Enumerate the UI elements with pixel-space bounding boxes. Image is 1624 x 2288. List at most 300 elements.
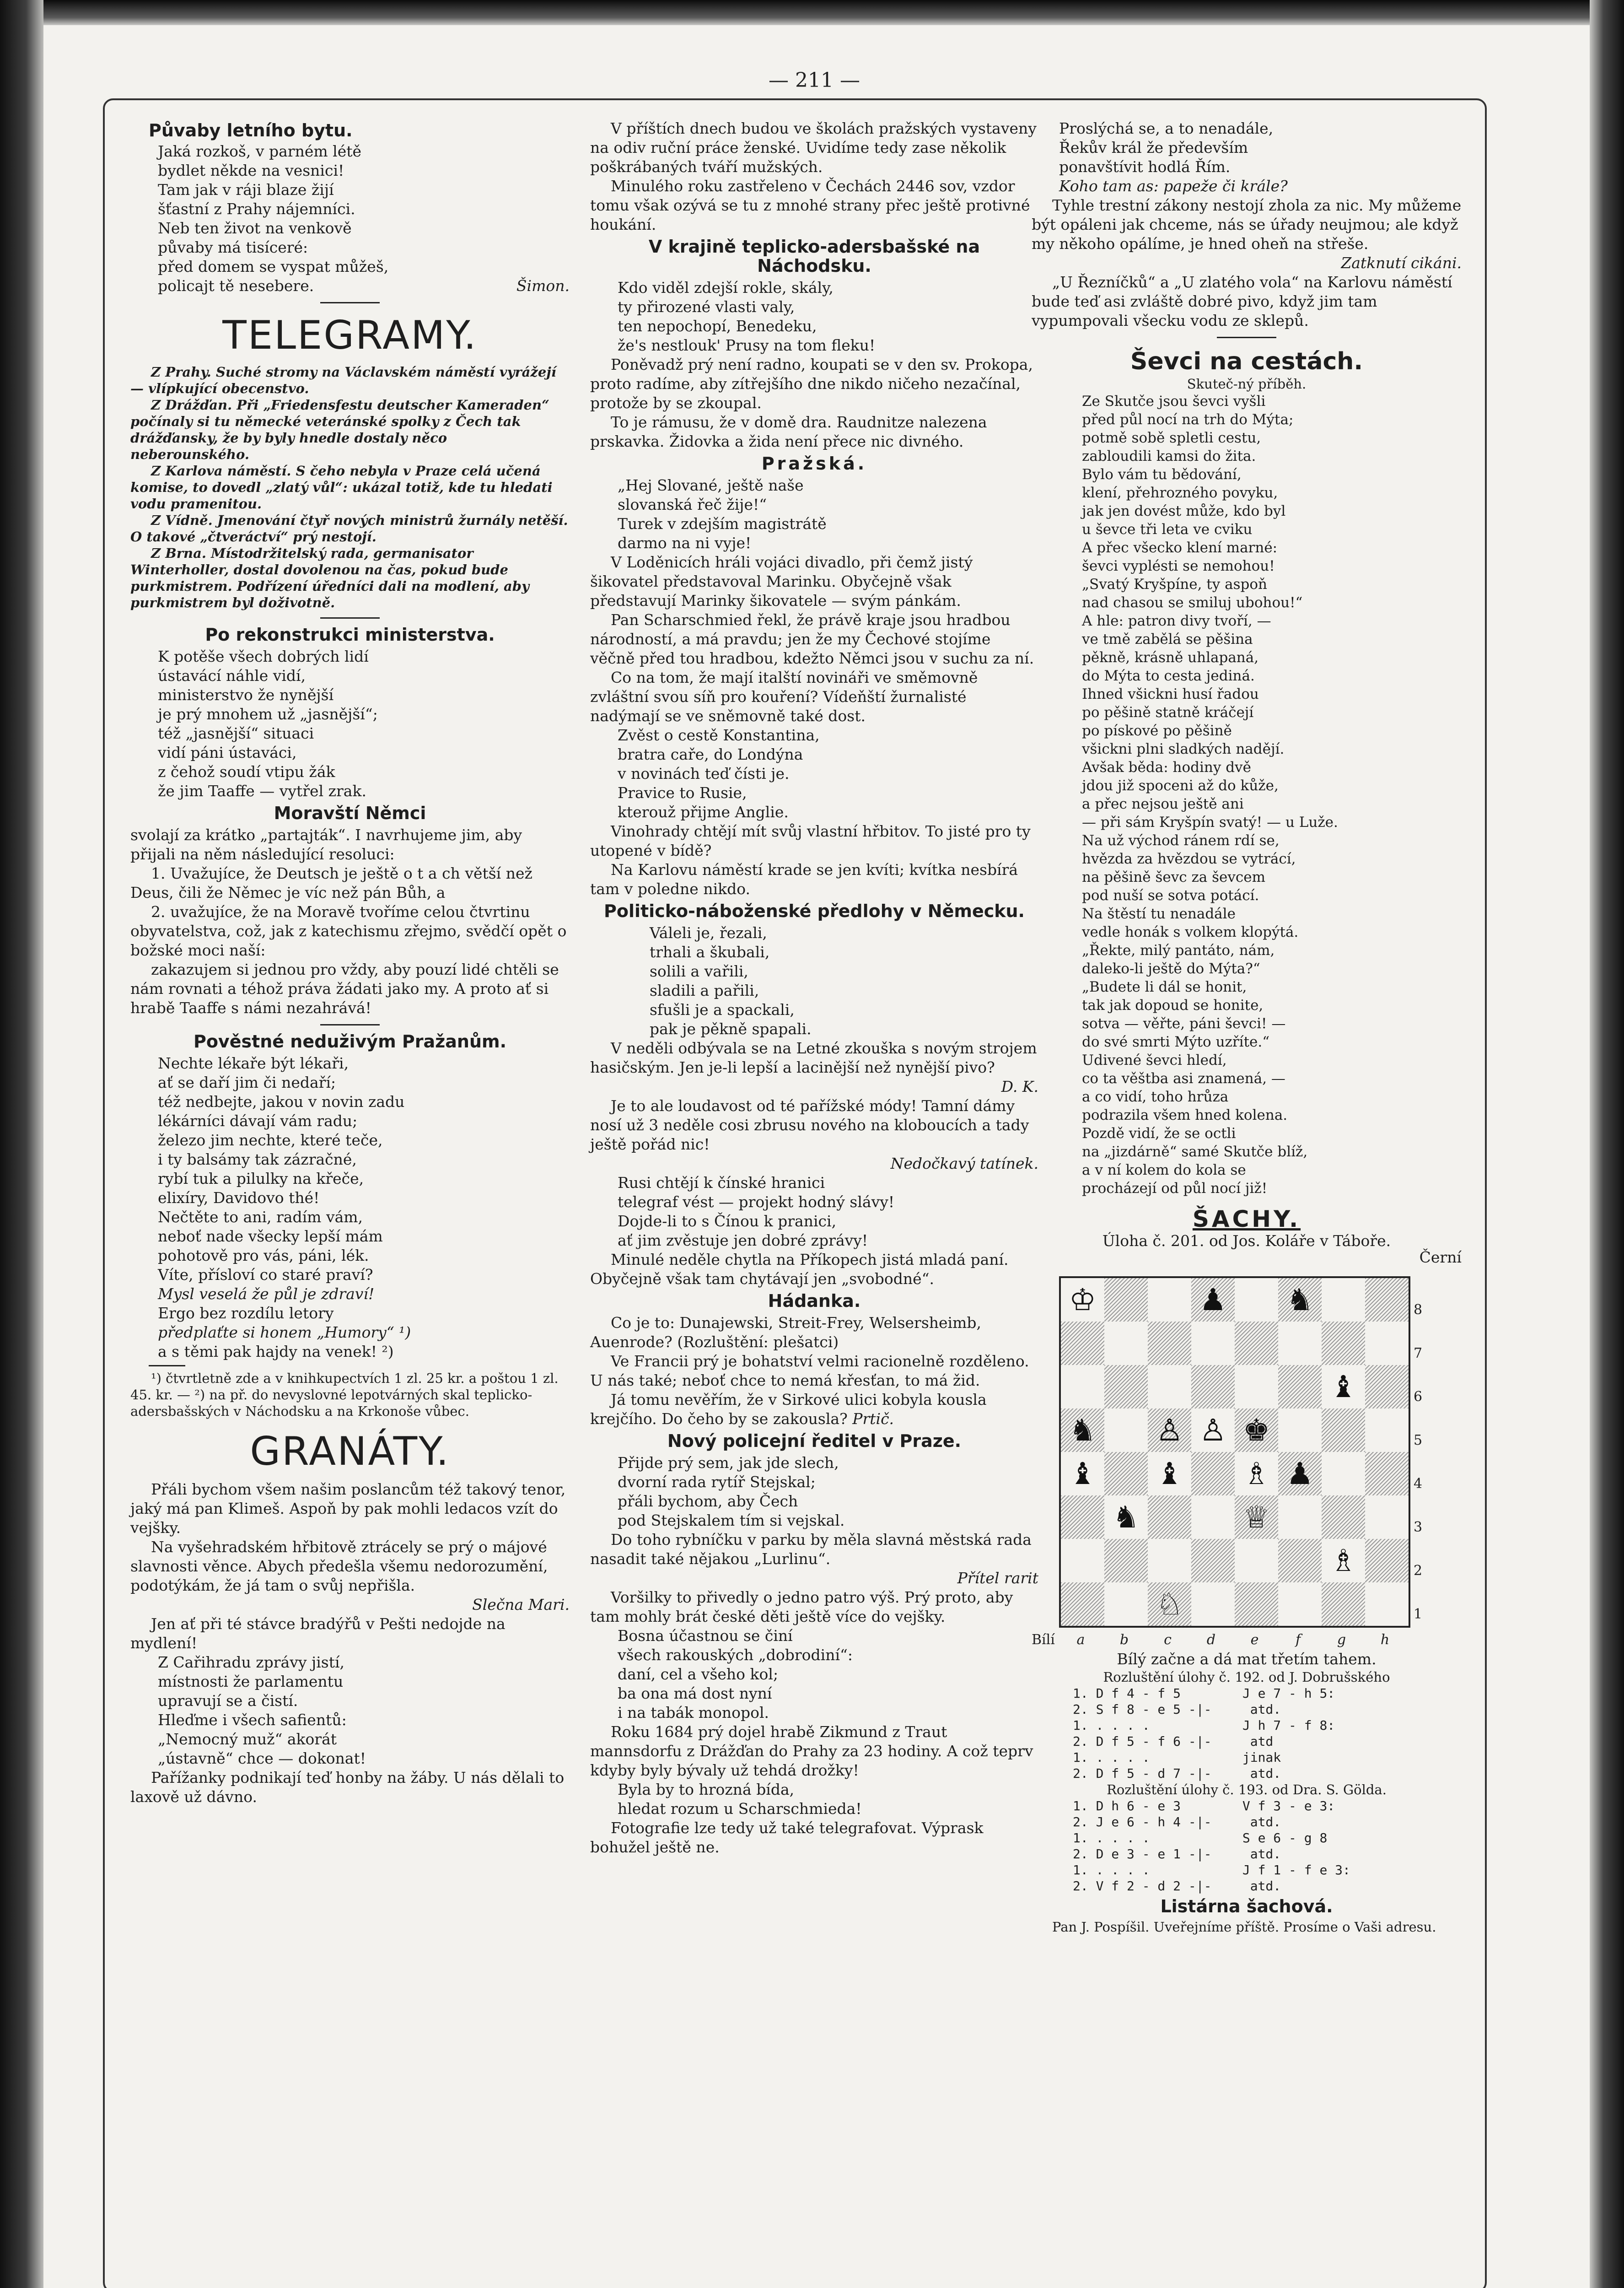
chess-task: Bílý začne a dá mat třetím tahem. <box>1117 1650 1377 1668</box>
poem-line: Jaká rozkoš, v parném létě <box>158 142 362 160</box>
solution-title: Rozluštění úlohy č. 192. od J. Dobrušského <box>1103 1669 1390 1685</box>
board-square-a2 <box>1061 1539 1104 1582</box>
rank-label: 1 <box>1414 1606 1423 1622</box>
poem-line: tak jak dopoud se honite, <box>1082 997 1264 1014</box>
poem-line: „Budete li dál se honit, <box>1082 979 1247 995</box>
poem-line <box>158 276 570 296</box>
chess-board <box>1059 1276 1410 1628</box>
poem-carihrad <box>130 1653 570 1768</box>
solution-move-line: 2. J e 6 - h 4 -|- atd. <box>1073 1814 1281 1829</box>
poem-line: telegraf vést — projekt hodný slávy! <box>618 1193 895 1211</box>
file-label: g <box>1337 1632 1346 1648</box>
poem-line: „Svatý Kryšpíne, ty aspoň <box>1082 576 1267 593</box>
poem-line: — při sám Kryšpín svatý! — u Luže. <box>1082 814 1338 831</box>
paragraph: 2. uvažujíce, že na Moravě tvoříme celou čtvrtinu obyvatelstva, což, jak z katechismu zřejmo, svědčí opět o božské moci naší: <box>130 903 567 959</box>
poem-line: hvězda za hvězdou se vytrácí, <box>1082 851 1296 867</box>
poem-line: lékárníci dávají vám radu; <box>158 1112 358 1130</box>
poem-line: šťastní z Prahy nájemníci. <box>158 200 355 218</box>
poem-line: Pravice to Rusie, <box>618 784 747 802</box>
section-title-policejni-reditel: Nový policejní ředitel v Praze. <box>667 1431 962 1451</box>
board-square-f4 <box>1278 1452 1322 1495</box>
poem-line: sfušli je a spackali, <box>650 1001 795 1019</box>
board-square-h8 <box>1365 1278 1409 1322</box>
poem-line: do své smrti Mýto uzříte.“ <box>1082 1034 1270 1050</box>
section-title-hadanka: Hádanka. <box>768 1291 861 1311</box>
poem-line: Zvěst o cestě Konstantina, <box>618 726 820 744</box>
paragraph: Do toho rybníčku v parku by měla slavná městská rada nasadit také nějakou „Lurlinu“. <box>590 1531 1032 1568</box>
poem-line: vedle honák s volkem klopýtá. <box>1082 924 1299 940</box>
file-labels <box>1059 1630 1407 1650</box>
poem-line: sotva — věřte, páni ševci! — <box>1082 1015 1286 1032</box>
solution-move-line: 2. D f 5 - f 6 -|- atd <box>1073 1734 1274 1749</box>
poem-line: Ergo bez rozdílu letory <box>158 1304 334 1322</box>
poem-ministerstvo <box>130 647 570 801</box>
poem-line: „Hej Slované, ještě naše <box>618 476 804 494</box>
telegram-item: Z Karlova náměstí. S čeho nebyla v Praze celá učená komise, to dovedl „zlatý vůl“: ukázal totiž, kde tu hledati vodu pramenitou. <box>130 463 553 512</box>
signature: Nedočkavý tatínek. <box>890 1155 1038 1172</box>
poem-line: z čehož soudí vtipu žák <box>158 763 335 781</box>
poem-line: Neb ten život na venkově <box>158 219 352 237</box>
poem-line: ve tmě zabělá se pěšina <box>1082 631 1253 648</box>
signature: Zatknutí cikáni. <box>1341 254 1462 272</box>
board-square-g1 <box>1322 1582 1365 1626</box>
solution-move-line: 1. . . . . S e 6 - g 8 <box>1073 1830 1328 1846</box>
scan-border-right <box>1590 0 1624 2288</box>
footnote-rule <box>149 1365 185 1366</box>
poem-line: kterouž přijme Anglie. <box>618 803 789 821</box>
board-square-h4 <box>1365 1452 1409 1495</box>
poem-line: ševci vyplésti se nemohou! <box>1082 558 1275 574</box>
footnote: ¹) čtvrtletně zde a v knihkupectvích 1 zl. 25 kr. a poštou 1 zl. 45. kr. — ²) na př. do nevyslovné lepotvárných skal teplicko-adersbašských v Náchodsku a na Krkonoše vůbec. <box>130 1371 559 1419</box>
board-square-c3 <box>1148 1495 1191 1539</box>
section-title-letni-byt: Půvaby letního bytu. <box>149 120 353 140</box>
board-square-f5 <box>1278 1408 1322 1452</box>
solution-moves <box>1032 1685 1462 1781</box>
poem-line: ústavácí náhle vidí, <box>158 667 306 685</box>
poem-line: Hleďme i všech safientů: <box>158 1711 347 1729</box>
poem-line: pod Stejskalem tím si vejskal. <box>618 1511 845 1529</box>
poem-recky-kral <box>1032 119 1462 196</box>
poem-line: Tam jak v ráji blaze žijí <box>158 181 334 199</box>
paragraph: Ve Francii prý je bohatství velmi racionelně rozděleno. U nás také; neboť chce to nemá křesťan, to má žid. <box>590 1352 1029 1389</box>
board-square-g5 <box>1322 1408 1365 1452</box>
heading-sachy: ŠACHY. <box>1192 1206 1301 1232</box>
poem-line: slovanská řeč žije!“ <box>618 496 767 513</box>
section-title-nezduzivym: Pověstné neduživým Pražanům. <box>193 1031 507 1052</box>
poem-line: je prý mnohem už „jasnější“; <box>158 705 378 723</box>
board-square-c7 <box>1148 1322 1191 1365</box>
paragraph-text: Já tomu nevěřím, že v Sirkové ulici kobyla kousla krejčího. Do čeho by se zakousla? <box>590 1391 987 1428</box>
poem-line: procházejí od půl nocí již! <box>1082 1180 1268 1197</box>
board-square-f1 <box>1278 1582 1322 1626</box>
poem-stejskal <box>590 1453 1038 1530</box>
poem-line: neboť nade všecky lepší mám <box>158 1227 383 1245</box>
section-title-nachodsko: V krajině teplicko-adersbašské na Náchodsku. <box>648 237 980 276</box>
chess-piece-a8: ♔ <box>1069 1282 1097 1317</box>
paragraph: zakazujem si jednou pro vždy, aby pouzí lidé chtěli se nám rovnati a téhož práva žádati jako my. A proto ať si hrabě Taaffe s námi nezahrává! <box>130 961 559 1017</box>
heading-sevci-na-cestach: Ševci na cestách. <box>1130 348 1363 375</box>
author-signature: Šimon. <box>516 277 570 295</box>
board-square-a3 <box>1061 1495 1104 1539</box>
divider-rule <box>1217 337 1276 338</box>
poem-line: u ševce tři leta ve cviku <box>1082 521 1253 538</box>
poem-line: přáli bychom, aby Čech <box>618 1492 798 1510</box>
scan-border-left <box>0 0 43 2288</box>
poem-line: darmo na ni vyje! <box>618 534 752 552</box>
board-square-g2 <box>1322 1539 1365 1582</box>
column-middle <box>590 119 1038 1857</box>
poem-line: Nečtěte to ani, radím vám, <box>158 1208 363 1226</box>
paragraph: Minulé neděle chytla na Příkopech jistá mladá paní. Obyčejně však tam chytávají jen „svobodné“. <box>590 1251 1009 1288</box>
poem-line: ty přirozené vlasti valy, <box>618 298 795 316</box>
poem-sevci <box>1032 392 1462 1198</box>
poem-nachodsko <box>590 278 1038 355</box>
board-square-e4 <box>1235 1452 1278 1495</box>
poem-line: předplaťte si honem „Humory“ ¹) <box>158 1323 411 1341</box>
file-label: c <box>1164 1632 1172 1648</box>
signature: Prtič. <box>852 1410 894 1428</box>
poem-line: vidí páni ústaváci, <box>158 744 297 761</box>
board-square-b1 <box>1104 1582 1148 1626</box>
poem-line: Ihned všickni husí řadou <box>1082 686 1259 702</box>
poem-line: elixíry, Davidovo thé! <box>158 1189 320 1207</box>
paragraph: Pan Scharschmied řekl, že právě kraje jsou hradbou národností, a má pravdu; jen že my Čechové stojíme věčně před tou hradbou, kdežto Němci jsou v suchu za ní. <box>590 611 1034 667</box>
chess-piece-e3: ♕ <box>1242 1499 1270 1535</box>
poem-line: pěkně, krásně uhlapaná, <box>1082 649 1259 666</box>
poem-line: Turek v zdejším magistrátě <box>618 515 827 533</box>
board-square-a1 <box>1061 1582 1104 1626</box>
poem-line: Přijde prý sem, jak jde slech, <box>618 1454 839 1472</box>
poem-line: upravují se a čistí. <box>158 1692 298 1710</box>
poem-line: solili a vařili, <box>650 962 748 980</box>
poem-bosna <box>590 1626 1038 1722</box>
solution-move-line: 2. D f 5 - d 7 -|- atd. <box>1073 1766 1281 1781</box>
poem-line: sladili a pařili, <box>650 982 759 999</box>
poem-predlohy <box>590 923 1038 1039</box>
board-square-b8 <box>1104 1278 1148 1322</box>
file-label: e <box>1250 1632 1259 1648</box>
board-square-c4 <box>1148 1452 1191 1495</box>
poem-line: Bosna účastnou se činí <box>618 1627 793 1645</box>
board-square-b7 <box>1104 1322 1148 1365</box>
divider-rule <box>320 617 380 619</box>
file-label: d <box>1206 1632 1216 1648</box>
chess-piece-b3: ♞ <box>1112 1499 1140 1535</box>
solution-move-line: 1. . . . . J h 7 - f 8: <box>1073 1718 1335 1733</box>
board-square-e1 <box>1235 1582 1278 1626</box>
poem-line: všech rakouských „dobrodiní“: <box>618 1646 853 1664</box>
poem-line: podrazila všem hned kolena. <box>1082 1107 1288 1123</box>
chess-piece-e5: ♚ <box>1242 1412 1270 1448</box>
poem-line: bydlet někde na vesnici! <box>158 162 344 179</box>
chess-piece-c5: ♙ <box>1156 1412 1183 1448</box>
column-right <box>1032 119 1462 1935</box>
poem-line: Víte, přísloví co staré praví? <box>158 1266 373 1284</box>
chess-piece-d8: ♟ <box>1199 1282 1227 1317</box>
solution-title: Rozluštění úlohy č. 193. od Dra. S. Gölda. <box>1107 1782 1387 1797</box>
poem-line: v novinách teď čísti je. <box>618 765 790 782</box>
scan-border-top <box>0 0 1624 25</box>
board-square-h5 <box>1365 1408 1409 1452</box>
poem-line: Rusi chtějí k čínské hranici <box>618 1174 825 1192</box>
chess-piece-c4: ♝ <box>1156 1456 1183 1491</box>
board-square-d3 <box>1191 1495 1235 1539</box>
section-title-ministerstvo: Po rekonstrukci ministerstva. <box>205 625 495 645</box>
board-square-d7 <box>1191 1322 1235 1365</box>
article-moravsti-nemci <box>130 826 570 1018</box>
rank-label: 8 <box>1414 1302 1423 1318</box>
chess-piece-c1: ♘ <box>1156 1586 1183 1622</box>
board-square-g3 <box>1322 1495 1365 1539</box>
poem-line: ať se daří jim či nedaří; <box>158 1074 336 1091</box>
board-square-c6 <box>1148 1365 1191 1408</box>
chess-piece-a4: ♝ <box>1069 1456 1097 1491</box>
poem-line: „Řekte, milý pantáto, nám, <box>1082 942 1275 959</box>
paragraph: V neděli odbývala se na Letné zkouška s novým strojem hasičským. Jen je-li lepší a lacinější než nynější pivo? <box>590 1039 1037 1076</box>
board-square-b6 <box>1104 1365 1148 1408</box>
paragraph: Co na tom, že mají italští novináři ve směmovně zvláštní svou síň pro kouření? Vídeňští žurnalisté nadýmají se ve sněmovně také dost. <box>590 669 978 725</box>
poem-line: místnosti že parlamentu <box>158 1673 344 1690</box>
poem-line: též „jasnější“ situaci <box>158 724 314 742</box>
poem-line: Udivené ševci hledí, <box>1082 1052 1227 1068</box>
file-label-row <box>1032 1630 1462 1650</box>
section-title-predlohy: Politicko-náboženské předlohy v Německu. <box>604 901 1025 921</box>
paragraph: Vinohrady chtějí mít svůj vlastní hřbitov. To jisté pro ty utopené v bídě? <box>590 822 1031 859</box>
poem-line: a co vidí, toho hrůza <box>1082 1089 1229 1105</box>
paragraph: „U Řezníčků“ a „U zlatého vola“ na Karlovu náměstí bude teď asi zvláště dobré pivo, když jim tam vypumpovali všecku vodu ze sklepů. <box>1032 273 1452 329</box>
chess-piece-d5: ♙ <box>1199 1412 1227 1448</box>
signature: Slečna Mari. <box>472 1596 570 1613</box>
poem-scharschmied <box>590 1780 1038 1819</box>
poem-line: Na štěstí tu nenadále <box>1082 906 1236 922</box>
chess-piece-a5: ♞ <box>1069 1412 1097 1448</box>
solution-move-line: 2. D e 3 - e 1 -|- atd. <box>1073 1846 1281 1862</box>
paragraph: Pařížanky podnikají teď honby na žáby. U nás dělali to laxově už dávno. <box>130 1769 565 1806</box>
board-square-h6 <box>1365 1365 1409 1408</box>
poem-line: půvaby má tisíceré: <box>158 238 308 256</box>
paragraph: svolají za krátko „partajták“. I navrhujeme jim, aby přijali na něm následující resoluci: <box>130 826 522 863</box>
board-square-g8 <box>1322 1278 1365 1322</box>
column-left <box>130 119 570 1807</box>
board-square-g6 <box>1322 1365 1365 1408</box>
board-square-h2 <box>1365 1539 1409 1582</box>
poem-line: Bylo vám tu bědování, <box>1082 466 1242 483</box>
poem-line: ministerstvo že nynější <box>158 686 334 704</box>
poem-line: Koho tam as: papeže či krále? <box>1059 177 1288 195</box>
board-square-g7 <box>1322 1322 1365 1365</box>
poem-letni-byt <box>130 142 570 296</box>
poem-line: na pěšině ševc za ševcem <box>1082 869 1266 885</box>
paragraph: 1. Uvažujíce, že Deutsch je ještě o t a ch větší než Deus, čili že Němec je víc než pán Bůh, a <box>130 864 532 901</box>
poem-line: Pozdě vidí, že se octli <box>1082 1125 1236 1142</box>
poem-line: zabloudili kamsi do žita. <box>1082 448 1256 464</box>
poem-last-line: policajt tě nesebere. <box>158 277 314 295</box>
rank-label: 2 <box>1414 1563 1423 1579</box>
paragraph: Na Karlovu náměstí krade se jen kvíti; kvítka nesbírá tam v poledne nikdo. <box>590 861 1018 898</box>
board-square-d8 <box>1191 1278 1235 1322</box>
file-label: b <box>1119 1632 1129 1648</box>
poem-neduzivym <box>130 1054 570 1361</box>
board-square-f2 <box>1278 1539 1322 1582</box>
poem-line: Řekův král že především <box>1059 139 1248 156</box>
poem-line: na „jizdárně“ samé Skutče blíž, <box>1082 1144 1308 1160</box>
chess-piece-f4: ♟ <box>1286 1456 1314 1491</box>
poem-line: daleko-li ještě do Mýta?“ <box>1082 961 1260 977</box>
board-square-b5 <box>1104 1408 1148 1452</box>
poem-line: pak je pěkně spapali. <box>650 1020 812 1038</box>
heading-telegramy: TELEGRAMY. <box>222 313 478 358</box>
poem-line: rybí tuk a pilulky na křeče, <box>158 1170 364 1187</box>
section-title-prazska: Pražská. <box>761 453 867 474</box>
white-side-label: Bílí <box>1032 1632 1055 1648</box>
file-label: f <box>1295 1632 1301 1648</box>
poem-line: před půl nocí na trh do Mýta; <box>1082 411 1294 428</box>
paragraph: Voršilky to přivedly o jedno patro výš. Prý proto, aby tam mohly brát české děti ještě více do vejšky. <box>590 1588 1013 1625</box>
poem-line: Proslýchá se, a to nenadále, <box>1059 119 1274 137</box>
signature: Přítel rarit <box>957 1569 1038 1587</box>
poem-line: Váleli je, řezali, <box>650 924 767 942</box>
section-title-moravsti-nemci: Moravští Němci <box>274 803 426 823</box>
signature: D. K. <box>1001 1078 1038 1095</box>
poem-line: ať jim zvěstuje jen dobré zprávy! <box>618 1231 868 1249</box>
poem-line: jak jen dovést může, kdo byl <box>1082 503 1286 519</box>
board-square-e6 <box>1235 1365 1278 1408</box>
poem-line: též nedbejte, jakou v novin zadu <box>158 1093 405 1111</box>
file-label: h <box>1380 1632 1390 1648</box>
poem-line: Na už východ ránem rdí se, <box>1082 832 1280 849</box>
board-square-b3 <box>1104 1495 1148 1539</box>
poem-line: všickni plni sladkých nadějí. <box>1082 741 1285 757</box>
board-square-a7 <box>1061 1322 1104 1365</box>
rank-label: 6 <box>1414 1389 1423 1405</box>
poem-line: Ze Skutče jsou ševci vyšli <box>1082 393 1266 410</box>
poem-line: Kdo viděl zdejší rokle, skály, <box>618 279 834 297</box>
paragraph: Minulého roku zastřeleno v Čechách 2446 sov, vzdor tomu však ozývá se tu z mnohé strany přec ještě protivné houkání. <box>590 177 1030 233</box>
page-number: — 211 — <box>769 69 860 92</box>
poem-line: bratra caře, do Londýna <box>618 745 803 763</box>
poem-line: Nechte lékaře být lékaři, <box>158 1054 349 1072</box>
telegram-item: Z Brna. Místodržitelský rada, germanisator Winterholler, dostal dovolenou na čas, pokud bude purkmistrem. Podřízení úředníci dali na modlení, aby purkmistrem byl doživotně. <box>130 545 529 610</box>
poem-line: ten nepochopí, Benedeku, <box>618 317 817 335</box>
paragraph: V příštích dnech budou ve školách pražských vystaveny na odiv ruční práce ženské. Uvidíme tedy zase několik poškrábaných tváří mužských. <box>590 119 1037 176</box>
chess-piece-g6: ♝ <box>1329 1369 1357 1404</box>
poem-line: Byla by to hrozná bída, <box>618 1781 795 1798</box>
poem-line: že jim Taaffe — vytřel zrak. <box>158 782 366 800</box>
solution-move-line: 1. . . . . jinak <box>1073 1750 1281 1765</box>
poem-line: potmě sobě spletli cestu, <box>1082 430 1261 446</box>
poem-line: dvorní rada rytíř Stejskal; <box>618 1473 816 1491</box>
chess-piece-g2: ♗ <box>1329 1543 1357 1578</box>
rank-labels <box>1414 1288 1422 1636</box>
poem-line: a s těmi pak hajdy na venek! ²) <box>158 1343 394 1360</box>
solution-moves <box>1032 1798 1462 1894</box>
poem-line: A přec všecko klení marné: <box>1082 540 1278 556</box>
poem-line: Z Cařihradu zprávy jistí, <box>158 1653 345 1671</box>
board-square-a4 <box>1061 1452 1104 1495</box>
poem-konstantin <box>590 726 1038 822</box>
board-square-b2 <box>1104 1539 1148 1582</box>
paragraph: Poněvadž prý není radno, koupati se v den sv. Prokopa, proto radíme, aby zítřejšího dne nikdo ničeho nezačínal, protože by se zkoupal. <box>590 356 1033 412</box>
poem-line: po pěšině statně kráčejí <box>1082 704 1254 721</box>
poem-line: Avšak běda: hodiny dvě <box>1082 759 1251 776</box>
rank-label: 3 <box>1414 1519 1423 1535</box>
board-square-f7 <box>1278 1322 1322 1365</box>
poem-line: Dojde-li to s Čínou k pranici, <box>618 1212 837 1230</box>
paragraph: Tyhle trestní zákony nestojí zhola za nic. My můžeme být opáleni jak chceme, nás se úřady neujmou; ale když my někoho opálíme, je hned oheň na střeše. <box>1032 196 1462 253</box>
paragraph: Co je to: Dunajewski, Streit-Frey, Welsersheimb, Auenrode? (Rozluštění: plešatci) <box>590 1314 982 1351</box>
poem-line: i na tabák monopol. <box>618 1704 769 1721</box>
heading-granaty: GRANÁTY. <box>250 1429 450 1474</box>
paragraph <box>590 1390 1038 1429</box>
board-square-f6 <box>1278 1365 1322 1408</box>
divider-rule <box>320 302 380 303</box>
board-square-h3 <box>1365 1495 1409 1539</box>
divider-rule <box>320 1024 380 1025</box>
board-square-a8 <box>1061 1278 1104 1322</box>
board-square-c2 <box>1148 1539 1191 1582</box>
poem-line: a přec nejsou ještě ani <box>1082 796 1244 812</box>
board-square-c1 <box>1148 1582 1191 1626</box>
board-square-c8 <box>1148 1278 1191 1322</box>
board-square-d1 <box>1191 1582 1235 1626</box>
paragraph: Jen ať při té stávce bradýřů v Pešti nedojde na mydlení! <box>130 1615 505 1652</box>
solution-move-line: 1. D h 6 - e 3 V f 3 - e 3: <box>1073 1798 1335 1813</box>
poem-line: do Mýta to cesta jediná. <box>1082 668 1255 684</box>
paragraph: To je rámusu, že v domě dra. Raudnitze nalezena prskavka. Židovka a žida není přece nic divného. <box>590 413 987 450</box>
board-square-a6 <box>1061 1365 1104 1408</box>
board-square-h1 <box>1365 1582 1409 1626</box>
rank-label: 5 <box>1414 1432 1423 1448</box>
poem-line: trhali a škubali, <box>650 943 770 961</box>
subheading: Skuteč-ný příběh. <box>1187 376 1307 392</box>
poem-cina <box>590 1173 1038 1250</box>
paragraph: Fotografie lze tedy už také telegrafovat. Výprask bohužel ještě ne. <box>590 1819 984 1856</box>
board-square-e7 <box>1235 1322 1278 1365</box>
poem-line: nad chasou se smiluj ubohou!“ <box>1082 594 1303 611</box>
heading-listarna: Listárna šachová. <box>1160 1896 1333 1916</box>
listarna-text: Pan J. Pospíšil. Uveřejníme příště. Prosíme o Vaši adresu. <box>1052 1919 1436 1935</box>
poem-line: železo jim nechte, které teče, <box>158 1131 383 1149</box>
board-square-f8 <box>1278 1278 1322 1322</box>
poem-prazska <box>590 476 1038 553</box>
poem-line: ba ona má dost nyní <box>618 1684 772 1702</box>
black-side-label: Černí <box>1419 1248 1462 1266</box>
board-square-d6 <box>1191 1365 1235 1408</box>
rank-label: 4 <box>1414 1476 1423 1492</box>
board-square-a5 <box>1061 1408 1104 1452</box>
poem-line: „Nemocný muž“ akorát <box>158 1730 337 1748</box>
poem-line: že's nestlouk' Prusy na tom fleku! <box>618 336 876 354</box>
telegram-item: Z Vídně. Jmenování čtyř nových ministrů žurnály netěší. O takové „čtveráctví“ prý nestojí. <box>130 513 568 545</box>
paragraph: Je to ale loudavost od té pařížské módy! Tamní dámy nosí už 3 neděle cosi zbrusu nového na kloboucích a tady ještě pořád nic! <box>590 1097 1029 1153</box>
poem-line: před domem se vyspat můžeš, <box>158 258 389 275</box>
poem-line: klení, přehrozného povyku, <box>1082 485 1278 501</box>
poem-line: po pískové po pěšině <box>1082 723 1232 739</box>
solution-move-line: 1. . . . . J f 1 - f e 3: <box>1073 1862 1350 1878</box>
board-square-e8 <box>1235 1278 1278 1322</box>
board-square-b4 <box>1104 1452 1148 1495</box>
board-square-d5 <box>1191 1408 1235 1452</box>
poem-line: „ústavně“ chce — dokonat! <box>158 1749 366 1767</box>
telegram-item: Z Prahy. Suché stromy na Václavském náměstí vyrážejí — vlípkující obecenstvo. <box>130 364 556 396</box>
poem-line: A hle: patron divy tvoří, — <box>1082 613 1271 629</box>
board-square-d4 <box>1191 1452 1235 1495</box>
board-square-g4 <box>1322 1452 1365 1495</box>
poem-line: Mysl veselá že půl je zdraví! <box>158 1285 375 1303</box>
poem-line: jdou již spoceni až do kůže, <box>1082 777 1279 794</box>
rank-label: 7 <box>1414 1345 1423 1361</box>
paragraph: Na vyšehradském hřbitově ztrácely se prý o májové slavnosti věnce. Abych předešla všemu nedorozumění, podotýkám, že já tam o svůj nepřišla. <box>130 1538 548 1594</box>
